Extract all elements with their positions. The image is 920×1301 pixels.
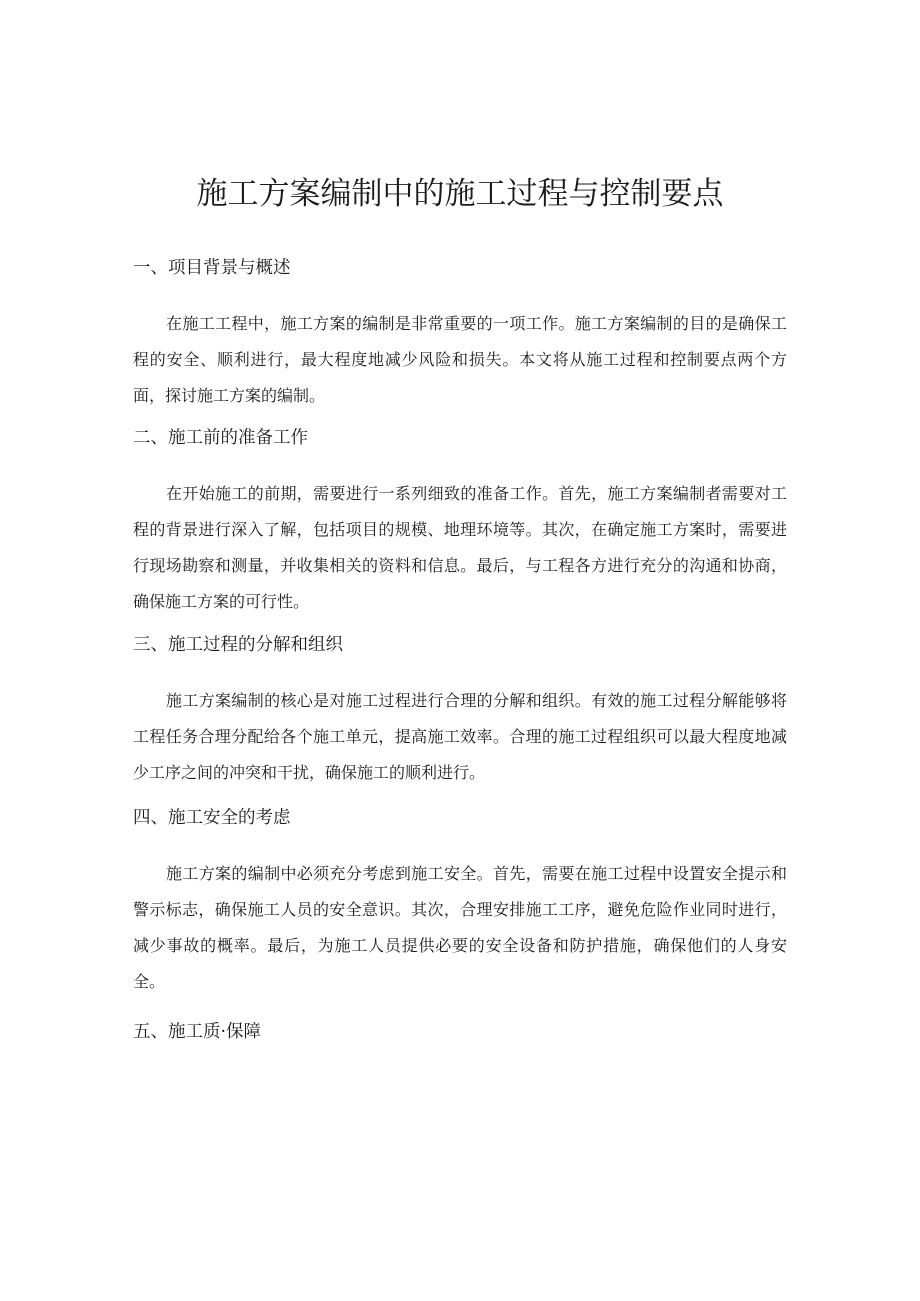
section-body: 在开始施工的前期，需要进行一系列细致的准备工作。首先，施工方案编制者需要对工程的背景进行深入了解，包括项目的规模、地理环境等。其次，在确定施工方案时，需要进行现场勘察和测量，并收集相关的资料和信息。最后，与工程各方进行充分的沟通和协商，确保施工方案的可行性。 (133, 484, 787, 611)
section-heading: 五、施工质·保障 (133, 1022, 262, 1042)
section-body: 在施工工程中，施工方案的编制是非常重要的一项工作。施工方案编制的目的是确保工程的安全、顺利进行，最大程度地减少风险和损失。本文将从施工过程和控制要点两个方面，探讨施工方案的编制。 (133, 314, 787, 405)
section-heading: 三、施工过程的分解和组织 (133, 635, 343, 655)
section-process-organization (133, 631, 787, 791)
section-safety (133, 804, 787, 1000)
section-heading: 一、项目背景与概述 (133, 258, 291, 278)
section-quality (133, 1018, 787, 1046)
section-heading: 四、施工安全的考虑 (133, 808, 291, 828)
document-title: 施工方案编制中的施工过程与控制要点 (196, 176, 724, 212)
section-project-background (133, 254, 787, 414)
section-preparation (133, 424, 787, 620)
section-body: 施工方案编制的核心是对施工过程进行合理的分解和组织。有效的施工过程分解能够将工程任务合理分配给各个施工单元，提高施工效率。合理的施工过程组织可以最大程度地减少工序之间的冲突和干扰，确保施工的顺利进行。 (133, 691, 787, 782)
section-body: 施工方案的编制中必须充分考虑到施工安全。首先，需要在施工过程中设置安全提示和警示标志，确保施工人员的安全意识。其次，合理安排施工工序，避免危险作业同时进行，减少事故的概率。最后，为施工人员提供必要的安全设备和防护措施，确保他们的人身安全。 (133, 864, 787, 991)
section-heading: 二、施工前的准备工作 (133, 428, 308, 448)
